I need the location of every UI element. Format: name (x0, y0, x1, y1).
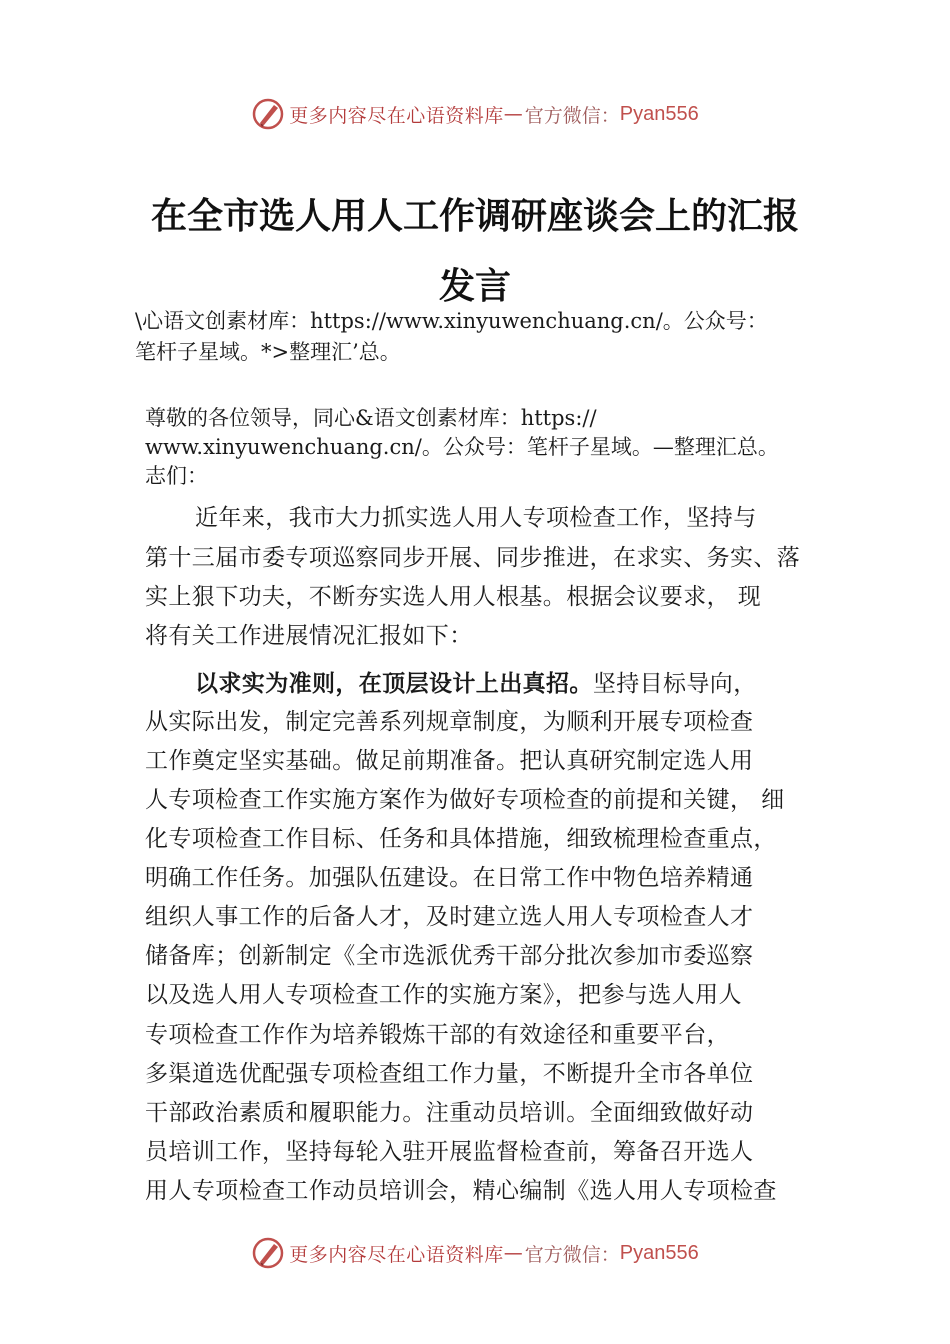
header-banner (0, 94, 950, 134)
para2-line: 专项检查工作作为培养锻炼干部的有效途径和重要平台， (145, 1022, 730, 1048)
para2-line: 员培训工作，坚持每轮入驻开展监督检查前，筹备召开选人 (145, 1139, 754, 1165)
para2-first-rest: 坚持目标导向， (592, 671, 757, 697)
para2-first-line (195, 665, 757, 698)
banner-separator: — (503, 103, 523, 125)
para1-line: 近年来，我市大力抓实选人用人专项检查工作，坚持与 (195, 505, 757, 531)
document-title-line-1: 在全市选人用人工作调研座谈会上的汇报 (150, 195, 799, 237)
para2-line: 干部政治素质和履职能力。注重动员培训。全面细致做好动 (145, 1100, 754, 1126)
para2-line: 人专项检查工作实施方案作为做好专项检查的前提和关键， 细 (145, 787, 785, 813)
para2-line: 组织人事工作的后备人才，及时建立选人用人专项检查人才 (145, 904, 754, 930)
banner-wechat-id: Pyan556 (619, 1241, 699, 1264)
source-note-line-2: 笔杆子星域。*>整理汇’总。 (135, 340, 401, 364)
pen-logo-icon (251, 1236, 285, 1270)
banner-wechat-label: 官方微信： (524, 1243, 620, 1266)
banner-wechat-id: Pyan556 (619, 102, 699, 125)
banner-separator: — (503, 1242, 523, 1264)
para2-line: 明确工作任务。加强队伍建设。在日常工作中物色培养精通 (145, 865, 754, 891)
pen-logo-icon (251, 97, 285, 131)
source-note-line-1: \心语文创素材库：https://www.xinyuwenchuang.cn/。公众号： (135, 309, 768, 333)
para2-line: 用人专项检查工作动员培训会，精心编制《选人用人专项检查 (145, 1178, 777, 1204)
para2-line: 从实际出发，制定完善系列规章制度，为顺利开展专项检查 (145, 709, 754, 735)
para2-line: 储备库；创新制定《全市选派优秀干部分批次参加市委巡察 (145, 943, 754, 969)
footer-banner (0, 1233, 950, 1273)
banner-text: 更多内容尽在心语资料库 (289, 1243, 504, 1266)
greeting-line-2: www.xinyuwenchuang.cn/。公众号：笔杆子星域。—整理汇总。 (145, 435, 779, 459)
para2-line: 化专项检查工作目标、任务和具体措施，细致梳理检查重点， (145, 826, 777, 852)
para2-line: 以及选人用人专项检查工作的实施方案》，把参与选人用人 (145, 982, 742, 1008)
para1-line: 将有关工作进展情况汇报如下： (145, 623, 473, 649)
section-heading: 以求实为准则，在顶层设计上出真招。 (195, 671, 593, 697)
document-title-line-2: 发言 (438, 265, 511, 307)
greeting-line-3: 志们： (145, 464, 208, 488)
greeting-line-1: 尊敬的各位领导，同心&语文创素材库：https:// (145, 406, 597, 430)
banner-text: 更多内容尽在心语资料库 (289, 104, 504, 127)
banner-wechat-label: 官方微信： (524, 104, 620, 127)
para2-line: 多渠道选优配强专项检查组工作力量，不断提升全市各单位 (145, 1061, 754, 1087)
para1-line: 实上狠下功夫，不断夯实选人用人根基。根据会议要求， 现 (145, 584, 762, 610)
para1-line: 第十三届市委专项巡察同步开展、同步推进，在求实、务实、落 (145, 545, 801, 571)
para2-line: 工作奠定坚实基础。做足前期准备。把认真研究制定选人用 (145, 748, 754, 774)
